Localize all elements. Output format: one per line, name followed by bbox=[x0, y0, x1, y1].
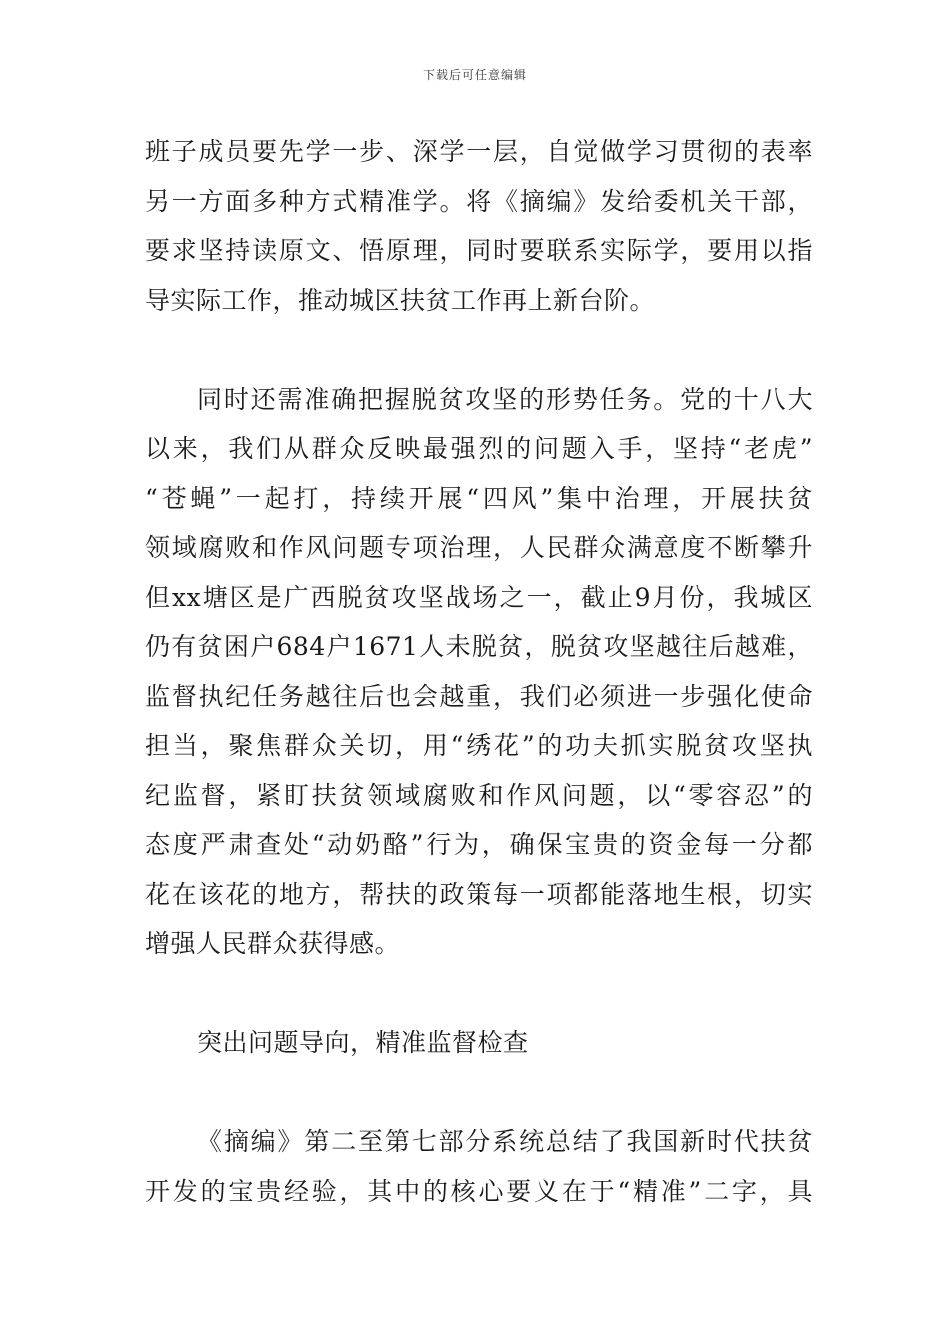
paragraph-gap bbox=[145, 969, 813, 1019]
text-line: 增强人民群众获得感。 bbox=[145, 929, 401, 958]
header-note: 下载后可任意编辑 bbox=[422, 68, 527, 82]
text-line: 仍有贫困户684户1671人未脱贫，脱贫攻坚越往后越难， bbox=[145, 632, 813, 661]
paragraph-gap bbox=[145, 325, 813, 375]
paragraph-2 bbox=[145, 375, 813, 969]
text-line: 监督执纪任务越往后也会越重，我们必须进一步强化使命 bbox=[145, 681, 813, 711]
paragraph-1 bbox=[145, 127, 813, 325]
section-heading: 突出问题导向，精准监督检查 bbox=[197, 1028, 529, 1057]
document-body bbox=[145, 127, 813, 1216]
text-line: 开发的宝贵经验，其中的核心要义在于“精准”二字，具 bbox=[145, 1176, 813, 1206]
text-line: 但xx塘区是广西脱贫攻坚战场之一，截止9月份，我城区 bbox=[145, 582, 813, 612]
text-line: 要求坚持读原文、悟原理，同时要联系实际学，要用以指 bbox=[145, 236, 813, 265]
text-line: 另一方面多种方式精准学。将《摘编》发给委机关干部， bbox=[145, 186, 813, 216]
section-heading-block bbox=[145, 1018, 813, 1068]
text-line: 领域腐败和作风问题专项治理，人民群众满意度不断攀升 bbox=[145, 533, 813, 562]
text-line: 担当，聚焦群众关切，用“绣花”的功夫抓实脱贫攻坚执 bbox=[145, 731, 813, 760]
text-line: 导实际工作，推动城区扶贫工作再上新台阶。 bbox=[145, 285, 656, 315]
text-line: 纪监督，紧盯扶贫领域腐败和作风问题，以“零容忍”的 bbox=[145, 780, 813, 810]
paragraph-3 bbox=[145, 1117, 813, 1216]
paragraph-gap bbox=[145, 1068, 813, 1118]
text-line: 以来，我们从群众反映最强烈的问题入手，坚持“老虎” bbox=[145, 434, 813, 463]
text-line: 同时还需准确把握脱贫攻坚的形势任务。党的十八大 bbox=[197, 384, 813, 414]
text-line: 态度严肃查处“动奶酪”行为，确保宝贵的资金每一分都 bbox=[145, 830, 813, 859]
text-line: “苍蝇”一起打，持续开展“四风”集中治理，开展扶贫 bbox=[145, 483, 813, 513]
text-line: 花在该花的地方，帮扶的政策每一项都能落地生根，切实 bbox=[145, 879, 813, 909]
text-line: 班子成员要先学一步、深学一层，自觉做学习贯彻的表率 bbox=[145, 137, 813, 166]
text-line: 《摘编》第二至第七部分系统总结了我国新时代扶贫 bbox=[197, 1127, 813, 1156]
